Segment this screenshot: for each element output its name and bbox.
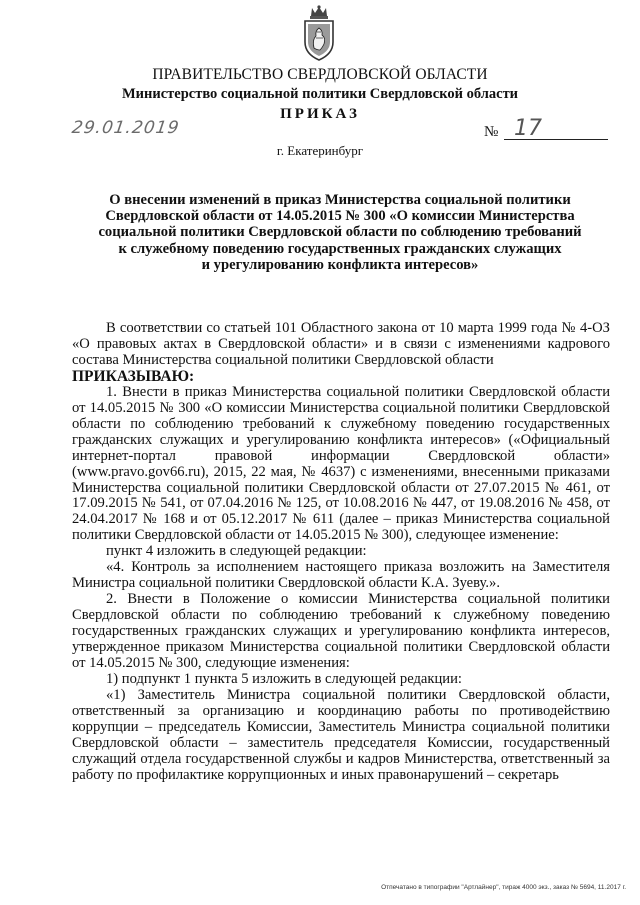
paragraph-1b: «4. Контроль за исполнением настоящего приказа возложить на Заместителя Министра социальной политики Свердловской области К.А. Зуеву.». bbox=[72, 559, 610, 592]
coat-of-arms-icon bbox=[300, 4, 338, 62]
intro-paragraph: В соответствии со статьей 101 Областного закона от 10 марта 1999 года № 4-ОЗ «О правовых актах в Свердловской области» и в связи с изменениями кадрового состава Министерства социальной политики Свердловской области bbox=[72, 320, 610, 368]
title-line: Свердловской области от 14.05.2015 № 300 «О комиссии Министерства bbox=[105, 208, 575, 225]
government-name: ПРАВИТЕЛЬСТВО СВЕРДЛОВСКОЙ ОБЛАСТИ bbox=[152, 66, 488, 83]
document-type: ПРИКАЗ bbox=[280, 106, 360, 122]
order-word: ПРИКАЗЫВАЮ: bbox=[72, 367, 195, 385]
paragraph-2b: «1) Заместитель Министра социальной политики Свердловской области, ответственный за организацию и координацию работы по противодействию коррупции – председатель Комиссии, Заместитель Министра социальной политики Свердловской области – заместитель председателя Комиссии, государственный служащий отдела государственной службы и кадров Министерства, ответственный за работу по профилактике коррупционных и иных правонарушений – секретарь bbox=[72, 686, 610, 783]
handwritten-number: 17 bbox=[514, 116, 542, 141]
paragraph-1a: пункт 4 изложить в следующей редакции: bbox=[106, 543, 367, 560]
ministry-name: Министерство социальной политики Свердловской области bbox=[121, 86, 519, 102]
document-body bbox=[72, 321, 610, 784]
title-line: социальной политики Свердловской области по соблюдению требований bbox=[98, 224, 582, 241]
paragraph-1: 1. Внести в приказ Министерства социальной политики Свердловской области от 14.05.2015 № 300 «О комиссии Министерства социальной политики Свердловской области по соблюдению требований к служебному поведению государственных гражданских служащих и урегулированию конфликта интересов» («Официальный интернет-портал правовой информации Свердловской области» (www.pravo.gov66.ru), 2015, 22 мая, № 4637) с изменениями, внесенными приказами Министерства социальной политики Свердловской области от 27.07.2015 № 461, от 17.09.2015 № 541, от 07.04.2016 № 125, от 10.08.2016 № 447, от 19.08.2016 № 458, от 24.04.2017 № 168 и от 05.12.2017 № 611 (далее – приказ Министерства социальной политики Свердловской области от 14.05.2015 № 300), следующее изменение: bbox=[72, 383, 610, 544]
title-line: к служебному поведению государственных гражданских служащих bbox=[118, 240, 562, 257]
print-footer: Отпечатано в типографии "Артлайнер", тираж 4000 экз., заказ № 5694, 11.2017 г. bbox=[381, 884, 626, 891]
paragraph-2: 2. Внести в Положение о комиссии Министерства социальной политики Свердловской области по соблюдению требований к служебному поведению государственных гражданских служащих и урегулированию конфликта интересов, утвержденное приказом Министерства социальной политики Свердловской области от 14.05.2015 № 300, следующие изменения: bbox=[72, 591, 610, 672]
document-title bbox=[70, 192, 610, 273]
order-number bbox=[484, 116, 608, 144]
number-label: № bbox=[484, 124, 499, 140]
handwritten-date: 29.01.2019 bbox=[70, 118, 181, 138]
city: г. Екатеринбург bbox=[276, 143, 364, 158]
title-line: и урегулированию конфликта интересов» bbox=[201, 256, 479, 273]
title-line: О внесении изменений в приказ Министерства социальной политики bbox=[109, 192, 571, 208]
paragraph-2a: 1) подпункт 1 пункта 5 изложить в следующей редакции: bbox=[106, 670, 462, 687]
